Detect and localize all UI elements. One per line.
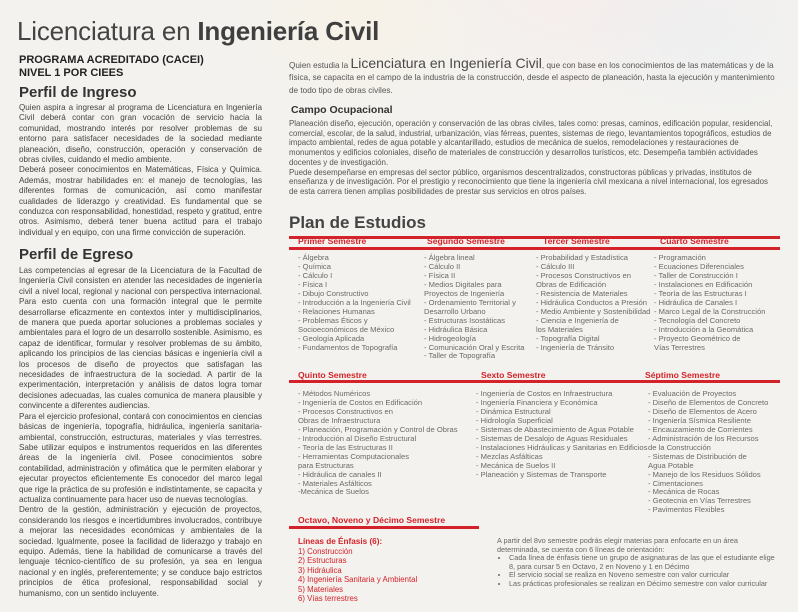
course: - Manejo de los Residuos Sólidos <box>648 469 761 479</box>
course: - Hidrología Superficial <box>476 415 553 425</box>
perfil-egreso-text <box>19 266 262 599</box>
program-name: Licenciatura en Ingeniería Civil <box>350 55 542 71</box>
course-list <box>298 254 411 352</box>
accreditation-block <box>19 54 204 80</box>
course: - Geotecnia en Vías Terrestres <box>648 496 751 506</box>
linea-item: 1) Construcción <box>298 547 353 556</box>
course: - Planeación, Programación y Control de Obras <box>298 424 458 434</box>
course: - Probabilidad y Estadística <box>536 253 629 262</box>
course: - Encauzamiento de Corrientes <box>648 424 753 434</box>
course: - Hidráulica de canales II <box>298 469 382 479</box>
linea-item: 3) Hidráulica <box>298 565 342 575</box>
course: - Ingeniería Sísmica Resiliente <box>648 415 751 425</box>
linea-item: 4) Ingeniería Sanitaria y Ambiental <box>298 575 418 585</box>
paragraph: Las competencias al egresar de la Licenciatura de la Facultad de Ingeniería Civil consisten en atender las necesidades de ingeniería civil a nivel local, regional y nacional con perspectiva internacional. Para esto cuenta con una formación integral que le permite desarrollarse eficazmente en contextos inter y multidisciplinarios, de manera que pueda aportar soluciones a problemas sociales y ambientales para el logro de un desarrollo sostenible. Asimismo, es capaz de identificar, formular y resolver problemas de su ámbito, aplicando los principios de las ciencias básicas e ingeniería civil a los procesos de diseño de proyectos que satisfagan las necesidades de infraestructura de la sociedad. A partir de la experimentación, interpretación y análisis de datos logra tomar decisiones adecuadas, las cuales comunica de manera plausible y convincente a diferentes audiencias. <box>19 266 262 411</box>
course: - Pavimentos Flexibles <box>648 505 725 515</box>
course: - Sistemas de Abastecimiento de Agua Potable <box>476 424 634 434</box>
note-item: • El servicio social se realiza en Noveno semestre con valor curricular <box>509 571 780 580</box>
course: de la Construcción <box>648 442 711 452</box>
course: - Cálculo I <box>298 270 333 280</box>
course: - Introducción a la Ingeniería Civil <box>298 297 411 307</box>
course: Agua Potable <box>648 460 694 470</box>
course: para Estructuras <box>298 460 354 470</box>
course: - Materiales Asfálticos <box>298 478 372 488</box>
perfil-ingreso-heading: Perfil de Ingreso <box>19 84 137 101</box>
paragraph: Dentro de la gestión, administración y ejecución de proyectos, considerando los riesgos e incertidumbres involucrados, contribuye a mejorar las necesidades económicas y ambientales de la sociedad. Igualmente, posee la facilidad de liderazgo y trabajo en equipo. Además, tiene la habilidad de comunicarse a través del lenguaje técnico-científico de su profesión, ya sea en lengua nacional y en inglés, preferentemente; y se conduce bajo estrictos principios de ética profesional, responsabilidad social y humanismo, con un sentido incluyente. <box>19 505 262 598</box>
course: - Cálculo II <box>424 261 461 271</box>
course: - Planeación y Sistemas de Transporte <box>476 469 607 479</box>
course: Proyectos de Ingeniería <box>424 288 505 298</box>
course: - Introducción a la Geomática <box>654 324 754 334</box>
course: - Mezclas Asfálticas <box>476 451 543 461</box>
course: - Física I <box>298 279 328 289</box>
notes-list <box>509 554 780 588</box>
course: - Cálculo III <box>536 261 575 271</box>
note-item: • Las prácticas profesionales se realizan en Décimo semestre con valor curricular <box>509 580 780 589</box>
paragraph: Planeación diseño, ejecución, operación y conservación de las obras civiles, tales como: presas, caminos, edificación popular, residencial, comercial, escolar, de la salud, industrial, urbanización, vías férreas, puentes, sistemas de riego, levantamientos topográficos, estudios de impacto ambiental, redes de agua potable y alcantarillado, estudios de mecánica de suelos, remodelaciones y restauraciones de monumentos y edificios coloniales, diseño de materiales de construcción y desarrollos turísticos, etc. Desempeña también actividades docentes y de investigación. <box>289 119 773 167</box>
paragraph: Para el ejercicio profesional, contará con conocimientos en ciencias básicas de ingeniería, topografía, hidráulica, ingeniería sanitaria-ambiental, construcción, estructuras, materiales y vías terrestres. Sabe utilizar equipos e instrumentos requeridos en las diferentes áreas de la ingeniería civil. Posee conocimientos sobre contabilidad, administración y ofimática que le permiten elaborar y ejecutar proyectos eficientemente Es conocedor del marco legal que rige la práctica de su profesión e indistintamente, se capacita y actualiza continuamente para hacer uso de nuevas tecnologías. <box>19 411 262 504</box>
course-list <box>654 254 765 352</box>
course: - Dinámica Estructural <box>476 406 551 416</box>
course: - Herramientas Computacionales <box>298 451 409 461</box>
course: - Sistemas de Desalojo de Aguas Residuales <box>476 433 628 443</box>
course: - Física II <box>424 270 456 280</box>
course: - Procesos Constructivos en <box>536 270 631 280</box>
course: - Taller de Construcción I <box>654 270 738 280</box>
course: - Procesos Constructivos en <box>298 406 393 416</box>
course-list <box>298 390 458 497</box>
course: - Química <box>298 261 331 271</box>
course: - Medio Ambiente y Sostenibilidad <box>536 306 651 316</box>
course: - Evaluación de Proyectos <box>648 389 737 398</box>
course: - Sistemas de Distribución de <box>648 451 747 461</box>
course: - Ingeniería de Tránsito <box>536 342 615 352</box>
divider <box>289 380 780 383</box>
course: -Mecánica de Suelos <box>298 487 369 497</box>
course: - Ciencia e Ingeniería de <box>536 315 619 325</box>
course: - Mecánica de Suelos II <box>476 460 556 470</box>
course-list <box>536 254 650 352</box>
course: - Álgebra lineal <box>424 253 475 262</box>
perfil-egreso-heading: Perfil de Egreso <box>19 246 134 263</box>
divider <box>289 526 479 529</box>
semester-title: Tercer Semestre <box>543 236 610 246</box>
linea-item: 2) Estructuras <box>298 556 347 566</box>
course: - Diseño de Elementos de Acero <box>648 406 757 416</box>
semester-title: Quinto Semestre <box>298 370 367 380</box>
course: - Administración de los Recursos <box>648 433 759 443</box>
course: - Mecánica de Rocas <box>648 487 720 497</box>
perfil-ingreso-text <box>19 103 262 238</box>
course-list <box>424 254 524 361</box>
intro-text: Quien estudia la Licenciatura en Ingeniería Civil, que con base en los conocimientos de las matemáticas y de la física, se capacita en el campo de la industria de la construcción, desde el aspecto de planeación, hasta la ejecución y mantenimiento de todo tipo de obras civiles. <box>289 55 775 95</box>
semester-title: Sexto Semestre <box>481 370 546 380</box>
course: - Instalaciones Hidráulicas y Sanitarias en Edificios <box>476 442 648 452</box>
course: - Ingeniería de Costos en Infraestructura <box>476 389 613 398</box>
notes-intro: A partir del 8vo semestre podrás elegir materias para enfocarte en un área determinada, se cuenta con 6 líneas de orientación: <box>497 536 738 554</box>
course: - Hidráulica Conductos a Presión <box>536 297 648 307</box>
course: Obras de Infraestructura <box>298 415 381 425</box>
course-list <box>476 390 647 480</box>
course: - Marco Legal de la Construcción <box>654 306 766 316</box>
course: Desarrollo Urbano <box>424 306 486 316</box>
course: - Teoría de las Estructuras I <box>654 288 747 298</box>
course-list <box>648 390 768 515</box>
course: - Problemas Éticos y <box>298 315 368 325</box>
course: - Introducción al Diseño Estructural <box>298 433 417 443</box>
notes-block <box>497 537 780 589</box>
course: - Ordenamiento Territorial y <box>424 297 516 307</box>
course: Vías Terrestres <box>654 342 705 352</box>
linea-item: 6) Vías terrestres <box>298 594 358 604</box>
campo-text <box>289 119 776 197</box>
course: - Instalaciones en Edificación <box>654 279 753 289</box>
course: - Álgebra <box>298 253 329 262</box>
lineas-list <box>298 547 417 603</box>
plan-heading: Plan de Estudios <box>289 213 426 232</box>
course: - Relaciones Humanas <box>298 306 375 316</box>
course: - Geología Aplicada <box>298 333 365 343</box>
level-line: NIVEL 1 POR CIEES <box>19 67 124 79</box>
course: - Tecnología del Concreto <box>654 315 741 325</box>
semester-title: Segundo Semestre <box>427 236 505 246</box>
lineas-heading: Líneas de Énfasis (6): <box>298 537 383 546</box>
course: - Dibujo Constructivo <box>298 288 369 298</box>
note-item: • Cada línea de énfasis tiene un grupo de asignaturas de las que el estudiante elige 8, para cursar 5 en Octavo, 2 en Noveno y 1 en Décimo <box>509 554 780 571</box>
course: - Métodos Numéricos <box>298 389 371 398</box>
paragraph: Quien aspira a ingresar al programa de Licenciatura en Ingeniería Civil deberá contar con gran vocación de servicio hacia la comunidad, mostrando interés por resolver problemas de su entorno para satisfacer necesidades de la sociedad mediante planeación, diseño, construcción, operación y conservación de obras civiles, cuidando el medio ambiente. <box>19 103 262 165</box>
course: - Programación <box>654 253 706 262</box>
semester-title: Primer Semestre <box>298 236 367 246</box>
course: - Hidrogeología <box>424 333 476 343</box>
campo-heading: Campo Ocupacional <box>291 104 393 116</box>
course: - Estructuras Isostáticas <box>424 315 506 325</box>
course: - Diseño de Elementos de Concreto <box>648 397 769 407</box>
course: - Taller de Topografía <box>424 351 496 361</box>
paragraph: Puede desempeñarse en empresas del sector público, organismos descentralizados, constructoras públicas y privadas, institutos de enseñanza y de investigación. Por el prestigio y reconocimiento que tiene la ingeniería civil mexicana a nivel internacional, los egresados de esta carrera tienen amplias posibilidades de prestar sus servicios en otros países. <box>289 167 768 196</box>
course: - Fundamentos de Topografía <box>298 342 398 352</box>
course: - Hidráulica de Canales I <box>654 297 738 307</box>
semester-title: Octavo, Noveno y Décimo Semestre <box>298 515 446 525</box>
course: - Medios Digitales para <box>424 279 502 289</box>
course: - Hidráulica Básica <box>424 324 488 334</box>
course: - Proyecto Geométrico de <box>654 333 741 343</box>
accreditation-line: PROGRAMA ACREDITADO (CACEI) <box>19 54 204 66</box>
course: - Teoría de las Estructuras II <box>298 442 393 452</box>
course: - Ecuaciones Diferenciales <box>654 261 744 271</box>
page-title: Licenciatura en Ingeniería Civil <box>17 16 380 46</box>
course: - Ingeniería Financiera y Económica <box>476 397 598 407</box>
course: - Resistencia de Materiales <box>536 288 628 298</box>
course: - Comunicación Oral y Escrita <box>424 342 525 352</box>
paragraph: Deberá poseer conocimientos en Matemáticas, Física y Química. Además, mostrar habilidades en: el manejo de tecnologías, las diferentes formas de comunicación, así como manifestar cualidades de liderazgo y creatividad. Es fundamental que se conduzca con responsabilidad, honestidad, respeto y gratitud, entre otros. Asimismo, deberá tener buena actitud para el trabajo individual y en equipo, con una firme convicción de superación. <box>19 165 262 237</box>
semester-title: Séptimo Semestre <box>645 370 720 380</box>
semester-title: Cuarto Semestre <box>660 236 729 246</box>
course: - Topografía Digital <box>536 333 600 343</box>
course: - Cimentaciones <box>648 478 703 488</box>
course: Obras de Edificación <box>536 279 607 289</box>
course: los Materiales <box>536 324 583 334</box>
linea-item: 5) Materiales <box>298 584 344 594</box>
divider <box>289 247 780 250</box>
course: Socioeconómicos de México <box>298 324 395 334</box>
course: - Ingeniería de Costos en Edificación <box>298 397 423 407</box>
